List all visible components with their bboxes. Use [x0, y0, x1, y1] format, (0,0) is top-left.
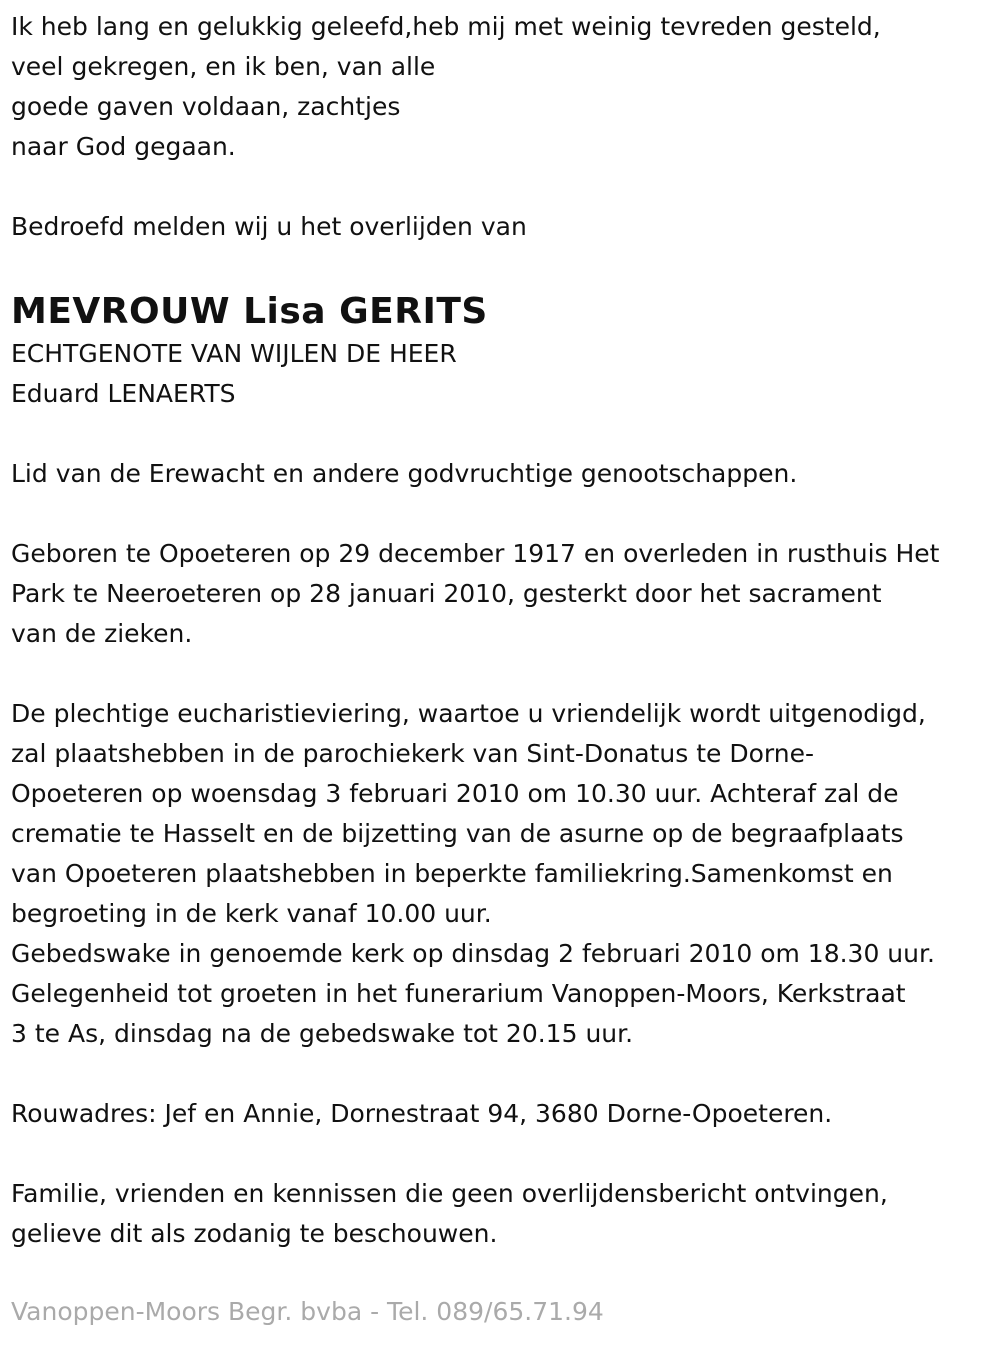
announcement-text: Bedroefd melden wij u het overlijden van	[11, 212, 527, 241]
funeral-home-footer: Vanoppen-Moors Begr. bvba - Tel. 089/65.71.94	[11, 1297, 604, 1326]
poem-line: Ik heb lang en gelukkig geleefd,heb mij met weinig tevreden gesteld,	[11, 12, 881, 41]
ceremony-paragraph	[11, 694, 996, 1054]
obituary-notice	[11, 7, 996, 1254]
spacer	[11, 1054, 996, 1094]
paragraph-line: Geboren te Opoeteren op 29 december 1917 en overleden in rusthuis Het	[11, 539, 940, 568]
paragraph-line: zal plaatshebben in de parochiekerk van Sint-Donatus te Dorne-	[11, 739, 814, 768]
paragraph-line: Park te Neeroeteren op 28 januari 2010, gesterkt door het sacrament	[11, 579, 882, 608]
paragraph-line: Familie, vrienden en kennissen die geen overlijdensbericht ontvingen,	[11, 1179, 888, 1208]
poem-line: goede gaven voldaan, zachtjes	[11, 92, 401, 121]
poem-line: naar God gegaan.	[11, 132, 236, 161]
spacer	[11, 167, 996, 207]
paragraph-line: 3 te As, dinsdag na de gebedswake tot 20.15 uur.	[11, 1019, 634, 1048]
deceased-name: MEVROUW Lisa GERITS	[11, 291, 488, 332]
poem-line: veel gekregen, en ik ben, van alle	[11, 52, 436, 81]
deceased-block	[11, 287, 996, 414]
closing-paragraph	[11, 1174, 996, 1254]
paragraph-line: gelieve dit als zodanig te beschouwen.	[11, 1219, 498, 1248]
spacer	[11, 414, 996, 454]
paragraph-line: De plechtige eucharistieviering, waartoe u vriendelijk wordt uitgenodigd,	[11, 699, 926, 728]
paragraph-line: begroeting in de kerk vanaf 10.00 uur.	[11, 899, 492, 928]
spacer	[11, 654, 996, 694]
paragraph-line: Gelegenheid tot groeten in het funerarium Vanoppen-Moors, Kerkstraat	[11, 979, 906, 1008]
paragraph-line: Gebedswake in genoemde kerk op dinsdag 2 februari 2010 om 18.30 uur.	[11, 939, 935, 968]
poem	[11, 7, 996, 167]
spacer	[11, 1134, 996, 1174]
spouse-name: Eduard LENAERTS	[11, 379, 236, 408]
paragraph-line: van de zieken.	[11, 619, 193, 648]
mourning-address: Rouwadres: Jef en Annie, Dornestraat 94, 3680 Dorne-Opoeteren.	[11, 1099, 833, 1128]
paragraph-line: crematie te Hasselt en de bijzetting van de asurne op de begraafplaats	[11, 819, 904, 848]
paragraph-line: van Opoeteren plaatshebben in beperkte familiekring.Samenkomst en	[11, 859, 893, 888]
birth-death-paragraph	[11, 534, 996, 654]
membership-text: Lid van de Erewacht en andere godvruchtige genootschappen.	[11, 459, 798, 488]
paragraph-line: Opoeteren op woensdag 3 februari 2010 om 10.30 uur. Achteraf zal de	[11, 779, 899, 808]
spacer	[11, 247, 996, 287]
spacer	[11, 494, 996, 534]
spouse-title: ECHTGENOTE VAN WIJLEN DE HEER	[11, 339, 457, 368]
